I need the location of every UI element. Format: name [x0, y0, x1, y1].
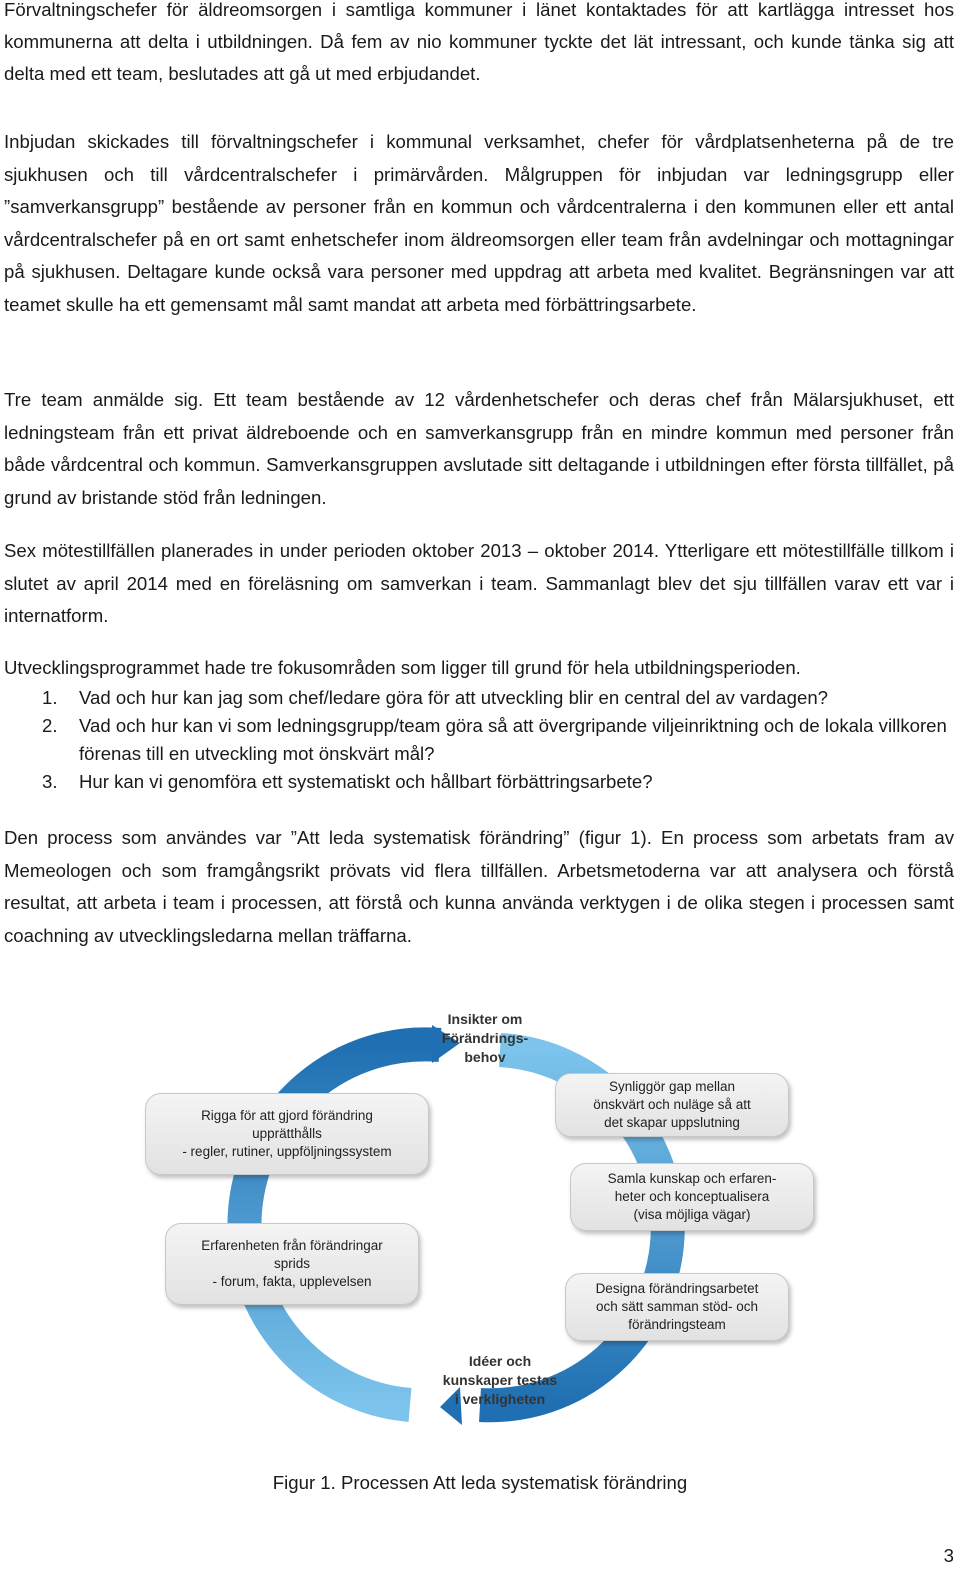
box-rigga: Rigga för att gjord förändring upprätthålls - regler, rutiner, uppföljningssystem	[145, 1093, 429, 1175]
box-samla: Samla kunskap och erfaren- heter och konceptualisera (visa möjliga vägar)	[570, 1163, 814, 1231]
paragraph-motestillfallen: Sex mötestillfällen planerades in under perioden oktober 2013 – oktober 2014. Ytterligare ett mötestillfälle tillkom i slutet av april 2014 med en föreläsning om samverkan i team. Sammanlagt blev det sju tillfällen varav ett var i internatform.	[4, 540, 954, 626]
list-text: Vad och hur kan vi som ledningsgrupp/team göra så att övergripande viljeinriktning och de lokala villkoren förenas till en utveckling mot önskvärt mål?	[79, 715, 947, 764]
list-number: 3.	[42, 771, 58, 792]
page-number: 3	[943, 1545, 954, 1566]
list-number: 2.	[42, 715, 58, 736]
paragraph-process: Den process som användes var ”Att leda systematisk förändring” (figur 1). En process som arbetats fram av Memeologen och som framgångsrikt prövats vid flera tillfällen. Arbetsmetoderna var att analysera och förstå resultat, att arbeta i team i processen, att förstå och kunna använda verktygen i de olika stegen i processen samt coachning av utvecklingsledarna mellan träffarna.	[4, 827, 954, 946]
box-erfarenheten: Erfarenheten från förändringar sprids - forum, fakta, upplevelsen	[165, 1223, 419, 1305]
figure-caption: Figur 1. Processen Att leda systematisk förändring	[272, 1472, 688, 1493]
list-item	[4, 768, 954, 796]
box-synliggor: Synliggör gap mellan önskvärt och nuläge så att det skapar uppslutning	[555, 1073, 789, 1137]
focus-list	[4, 684, 954, 796]
list-number: 1.	[42, 687, 58, 708]
list-item	[4, 712, 954, 768]
list-text: Hur kan vi genomföra ett systematiskt och hållbart förbättringsarbete?	[79, 771, 653, 792]
label-ideer: Idéer och kunskaper testas i verkligheten	[442, 1353, 558, 1407]
paragraph-team: Tre team anmälde sig. Ett team bestående av 12 vårdenhetschefer och deras chef från Mälarsjukhuset, ett ledningsteam från ett privat äldreboende och en samverkansgrupp från en mindre kommun med personer från både vårdcentral och kommun. Samverkansgruppen avslutade sitt deltagande i utbildningen efter första tillfället, på grund av bristande stöd från ledningen.	[4, 389, 954, 508]
paragraph-fokusomraden: Utvecklingsprogrammet hade tre fokusområden som ligger till grund för hela utbildningsperioden.	[4, 657, 801, 678]
box-designa: Designa förändringsarbetet och sätt samman stöd- och förändringsteam	[565, 1273, 789, 1341]
process-figure	[140, 995, 820, 1425]
list-item	[4, 684, 954, 712]
paragraph-inbjudan: Inbjudan skickades till förvaltningschefer i kommunal verksamhet, chefer för vårdplatsenheterna på de tre sjukhusen och till vårdcentralschefer i primärvården. Målgruppen för inbjudan var ledningsgrupp eller ”samverkansgrupp” bestående av personer från en kommun och vårdcentralerna i den kommunen eller ett antal vårdcentralschefer på en ort samt enhetschefer inom äldreomsorgen eller team från avdelningar och mottagningar på sjukhusen. Deltagare kunde också vara personer med uppdrag att arbeta med kvalitet. Begränsningen var att teamet skulle ha ett gemensamt mål samt mandat att arbeta med förbättringsarbete.	[4, 131, 954, 315]
paragraph-kartlaggning: Förvaltningschefer för äldreomsorgen i samtliga kommuner i länet kontaktades för att kartlägga intresset hos kommunerna att delta i utbildningen. Då fem av nio kommuner tyckte det lät intressant, och kunde tänka sig att delta med ett team, beslutades att gå ut med erbjudandet.	[4, 0, 954, 84]
label-insikter: Insikter om Förändrings- behov	[441, 1011, 529, 1065]
list-text: Vad och hur kan jag som chef/ledare göra för att utveckling blir en central del av vardagen?	[79, 687, 829, 708]
